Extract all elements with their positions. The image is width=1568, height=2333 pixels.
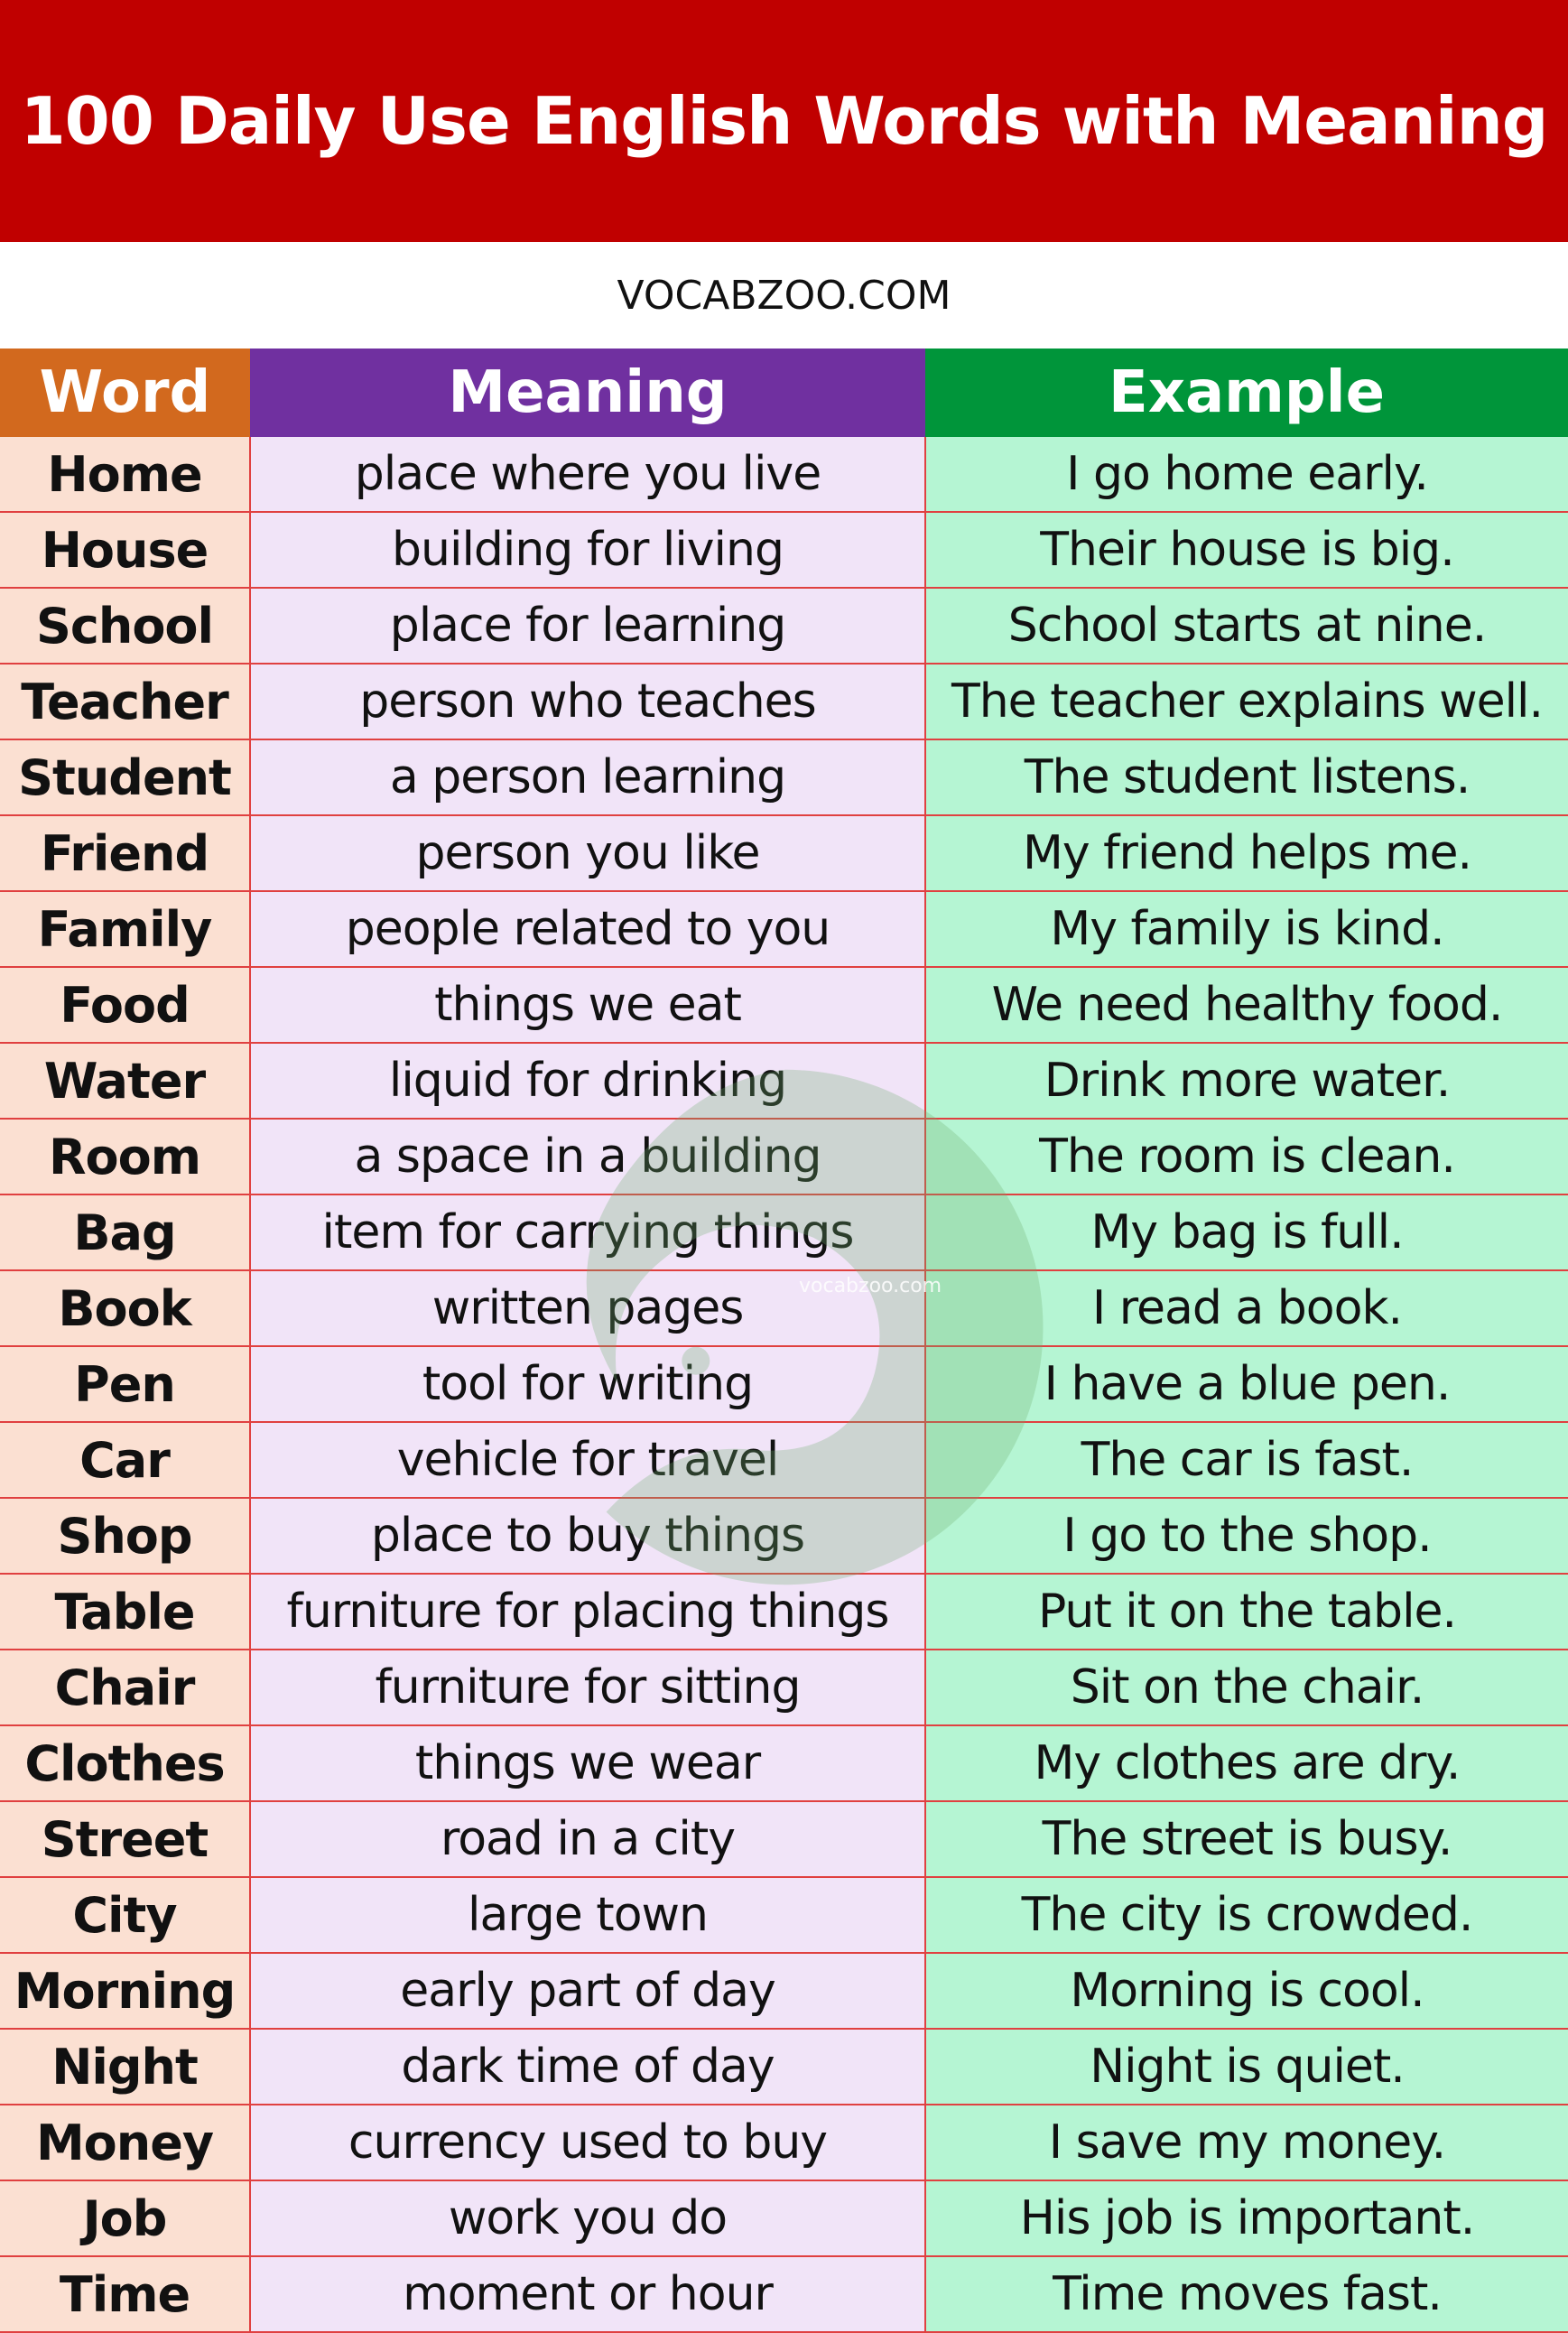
example-cell: I go home early. bbox=[925, 437, 1568, 512]
example-cell: The car is fast. bbox=[925, 1422, 1568, 1498]
example-cell: The room is clean. bbox=[925, 1119, 1568, 1194]
column-header-example: Example bbox=[925, 349, 1568, 437]
meaning-cell: moment or hour bbox=[250, 2256, 925, 2332]
table-row bbox=[0, 1043, 1568, 1119]
site-name: VOCABZOO.COM bbox=[617, 272, 951, 319]
page-title: 100 Daily Use English Words with Meaning bbox=[20, 83, 1548, 159]
table-row bbox=[0, 1346, 1568, 1422]
meaning-cell: person you like bbox=[250, 815, 925, 891]
example-cell: My bag is full. bbox=[925, 1194, 1568, 1270]
meaning-cell: early part of day bbox=[250, 1953, 925, 2029]
meaning-cell: road in a city bbox=[250, 1801, 925, 1877]
meaning-cell: furniture for placing things bbox=[250, 1574, 925, 1650]
word-cell: Home bbox=[0, 437, 250, 512]
table-header-row bbox=[0, 349, 1568, 437]
example-cell: My clothes are dry. bbox=[925, 1725, 1568, 1801]
table-row bbox=[0, 664, 1568, 739]
vocabulary-table bbox=[0, 349, 1568, 2333]
word-cell: Book bbox=[0, 1270, 250, 1346]
word-cell: Food bbox=[0, 967, 250, 1043]
table-row bbox=[0, 1953, 1568, 2029]
word-cell: Family bbox=[0, 891, 250, 967]
title-banner bbox=[0, 0, 1568, 242]
meaning-cell: place where you live bbox=[250, 437, 925, 512]
meaning-cell: person who teaches bbox=[250, 664, 925, 739]
word-cell: House bbox=[0, 512, 250, 588]
example-cell: School starts at nine. bbox=[925, 588, 1568, 664]
word-cell: Friend bbox=[0, 815, 250, 891]
table-row bbox=[0, 891, 1568, 967]
meaning-cell: things we wear bbox=[250, 1725, 925, 1801]
example-cell: The city is crowded. bbox=[925, 1877, 1568, 1953]
meaning-cell: dark time of day bbox=[250, 2029, 925, 2105]
table-row bbox=[0, 1194, 1568, 1270]
example-cell: The student listens. bbox=[925, 739, 1568, 815]
table-row bbox=[0, 2105, 1568, 2180]
meaning-cell: furniture for sitting bbox=[250, 1650, 925, 1725]
example-cell: His job is important. bbox=[925, 2180, 1568, 2256]
meaning-cell: building for living bbox=[250, 512, 925, 588]
word-cell: Table bbox=[0, 1574, 250, 1650]
table-row bbox=[0, 1119, 1568, 1194]
word-cell: Money bbox=[0, 2105, 250, 2180]
column-header-meaning: Meaning bbox=[250, 349, 925, 437]
meaning-cell: place for learning bbox=[250, 588, 925, 664]
word-cell: School bbox=[0, 588, 250, 664]
word-cell: Room bbox=[0, 1119, 250, 1194]
example-cell: The teacher explains well. bbox=[925, 664, 1568, 739]
example-cell: Their house is big. bbox=[925, 512, 1568, 588]
column-header-word: Word bbox=[0, 349, 250, 437]
table-row bbox=[0, 2256, 1568, 2332]
example-cell: Drink more water. bbox=[925, 1043, 1568, 1119]
example-cell: We need healthy food. bbox=[925, 967, 1568, 1043]
table-body bbox=[0, 437, 1568, 2332]
table-row bbox=[0, 1498, 1568, 1574]
meaning-cell: work you do bbox=[250, 2180, 925, 2256]
example-cell: Night is quiet. bbox=[925, 2029, 1568, 2105]
example-cell: The street is busy. bbox=[925, 1801, 1568, 1877]
example-cell: I have a blue pen. bbox=[925, 1346, 1568, 1422]
example-cell: Time moves fast. bbox=[925, 2256, 1568, 2332]
word-cell: City bbox=[0, 1877, 250, 1953]
meaning-cell: written pages bbox=[250, 1270, 925, 1346]
word-cell: Job bbox=[0, 2180, 250, 2256]
table-row bbox=[0, 1877, 1568, 1953]
site-banner bbox=[0, 242, 1568, 349]
word-cell: Chair bbox=[0, 1650, 250, 1725]
meaning-cell: large town bbox=[250, 1877, 925, 1953]
word-cell: Clothes bbox=[0, 1725, 250, 1801]
word-cell: Night bbox=[0, 2029, 250, 2105]
word-cell: Car bbox=[0, 1422, 250, 1498]
table-row bbox=[0, 2029, 1568, 2105]
meaning-cell: tool for writing bbox=[250, 1346, 925, 1422]
example-cell: I save my money. bbox=[925, 2105, 1568, 2180]
word-cell: Time bbox=[0, 2256, 250, 2332]
example-cell: I read a book. bbox=[925, 1270, 1568, 1346]
word-cell: Shop bbox=[0, 1498, 250, 1574]
watermark-text: vocabzoo.com bbox=[799, 1275, 942, 1297]
word-cell: Student bbox=[0, 739, 250, 815]
word-cell: Water bbox=[0, 1043, 250, 1119]
word-cell: Teacher bbox=[0, 664, 250, 739]
example-cell: Sit on the chair. bbox=[925, 1650, 1568, 1725]
example-cell: My family is kind. bbox=[925, 891, 1568, 967]
table-row bbox=[0, 1650, 1568, 1725]
word-cell: Bag bbox=[0, 1194, 250, 1270]
meaning-cell: item for carrying things bbox=[250, 1194, 925, 1270]
table-row bbox=[0, 1801, 1568, 1877]
example-cell: I go to the shop. bbox=[925, 1498, 1568, 1574]
table-row bbox=[0, 815, 1568, 891]
table-row bbox=[0, 437, 1568, 512]
table-row bbox=[0, 1574, 1568, 1650]
meaning-cell: a space in a building bbox=[250, 1119, 925, 1194]
word-cell: Pen bbox=[0, 1346, 250, 1422]
meaning-cell: people related to you bbox=[250, 891, 925, 967]
table-row bbox=[0, 1270, 1568, 1346]
meaning-cell: vehicle for travel bbox=[250, 1422, 925, 1498]
meaning-cell: things we eat bbox=[250, 967, 925, 1043]
example-cell: My friend helps me. bbox=[925, 815, 1568, 891]
meaning-cell: a person learning bbox=[250, 739, 925, 815]
meaning-cell: liquid for drinking bbox=[250, 1043, 925, 1119]
table-row bbox=[0, 1725, 1568, 1801]
table-row bbox=[0, 739, 1568, 815]
meaning-cell: currency used to buy bbox=[250, 2105, 925, 2180]
example-cell: Morning is cool. bbox=[925, 1953, 1568, 2029]
table-row bbox=[0, 1422, 1568, 1498]
word-cell: Street bbox=[0, 1801, 250, 1877]
word-cell: Morning bbox=[0, 1953, 250, 2029]
table-row bbox=[0, 588, 1568, 664]
table-row bbox=[0, 2180, 1568, 2256]
meaning-cell: place to buy things bbox=[250, 1498, 925, 1574]
example-cell: Put it on the table. bbox=[925, 1574, 1568, 1650]
table-row bbox=[0, 512, 1568, 588]
table-row bbox=[0, 967, 1568, 1043]
